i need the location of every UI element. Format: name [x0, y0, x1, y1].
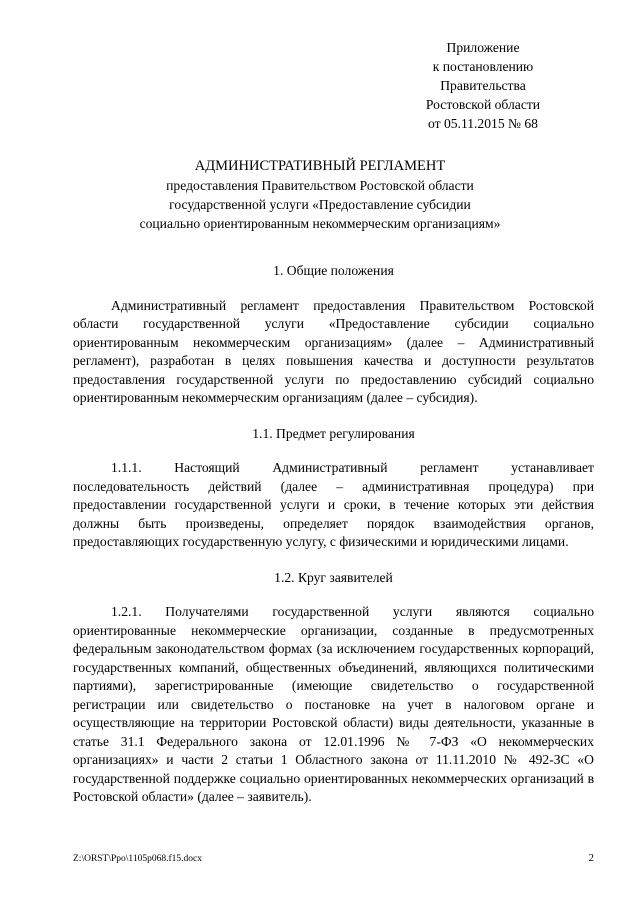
- section-heading-subject: 1.1. Предмет регулирования: [252, 425, 415, 441]
- appendix-line: Ростовской области: [425, 97, 541, 112]
- appendix-line: Приложение: [446, 40, 520, 55]
- document-title: АДМИНИСТРАТИВНЫЙ РЕГЛАМЕНТ: [194, 158, 446, 174]
- paragraph-subject: 1.1.1. Настоящий Административный регламент устанавливает последовательность действий (далее – административная процедура) при предоставлении государственной услуги и сроки, в течение которых эти действия должны быть произведены, определяет порядок взаимодействия органов, предоставляющих государственную услугу, с физическими и юридическими лицами.: [73, 460, 594, 549]
- document-subtitle-line: государственной услуги «Предоставление субсидии: [169, 197, 471, 212]
- paragraph-applicants: 1.2.1. Получателями государственной услуги являются социально ориентированные некоммерческие организации, созданные в предусмотренных федеральным законодательством формах (за исключением государственных корпораций, государственных компаний, общественных объединений, являющихся политическими партиями), зарегистрированные (имеющие свидетельство о государственной регистрации или свидетельство о постановке на учет в налоговом органе и осуществляющие на территории Ростовской области) виды деятельности, указанные в статье 31.1 Федерального закона от 12.01.1996 № 7-ФЗ «О некоммерческих организациях» и части 2 статьи 1 Областного закона от 11.11.2010 № 492-ЗС «О государственной поддержке социально ориентированных некоммерческих организаций в Ростовской области» (далее – заявитель).: [73, 604, 594, 804]
- appendix-block: [383, 38, 583, 133]
- appendix-line: к постановлению: [432, 59, 534, 74]
- paragraph-general: Административный регламент предоставления Правительством Ростовской области государственной услуги «Предоставление субсидии социально ориентированным некоммерческим организациям» (далее – Административный регламент), разработан в целях повышения качества и доступности результатов предоставления государственной услуги по предоставлению субсидий социально ориентированным некоммерческим организациям (далее – субсидия).: [73, 297, 594, 405]
- appendix-line: Правительства: [440, 78, 526, 93]
- document-title-block: [0, 157, 640, 233]
- footer-file-path: Z:\ORST\Ppo\1105p068.f15.docx: [73, 854, 202, 864]
- page-number: 2: [588, 852, 594, 864]
- section-heading-general: 1. Общие положения: [273, 263, 394, 278]
- appendix-line: от 05.11.2015 № 68: [428, 116, 538, 131]
- document-body: [73, 262, 594, 807]
- document-subtitle-line: социально ориентированным некоммерческим организациям»: [139, 216, 501, 231]
- document-subtitle-line: предоставления Правительством Ростовской области: [166, 178, 474, 193]
- section-heading-applicants: 1.2. Круг заявителей: [274, 569, 393, 585]
